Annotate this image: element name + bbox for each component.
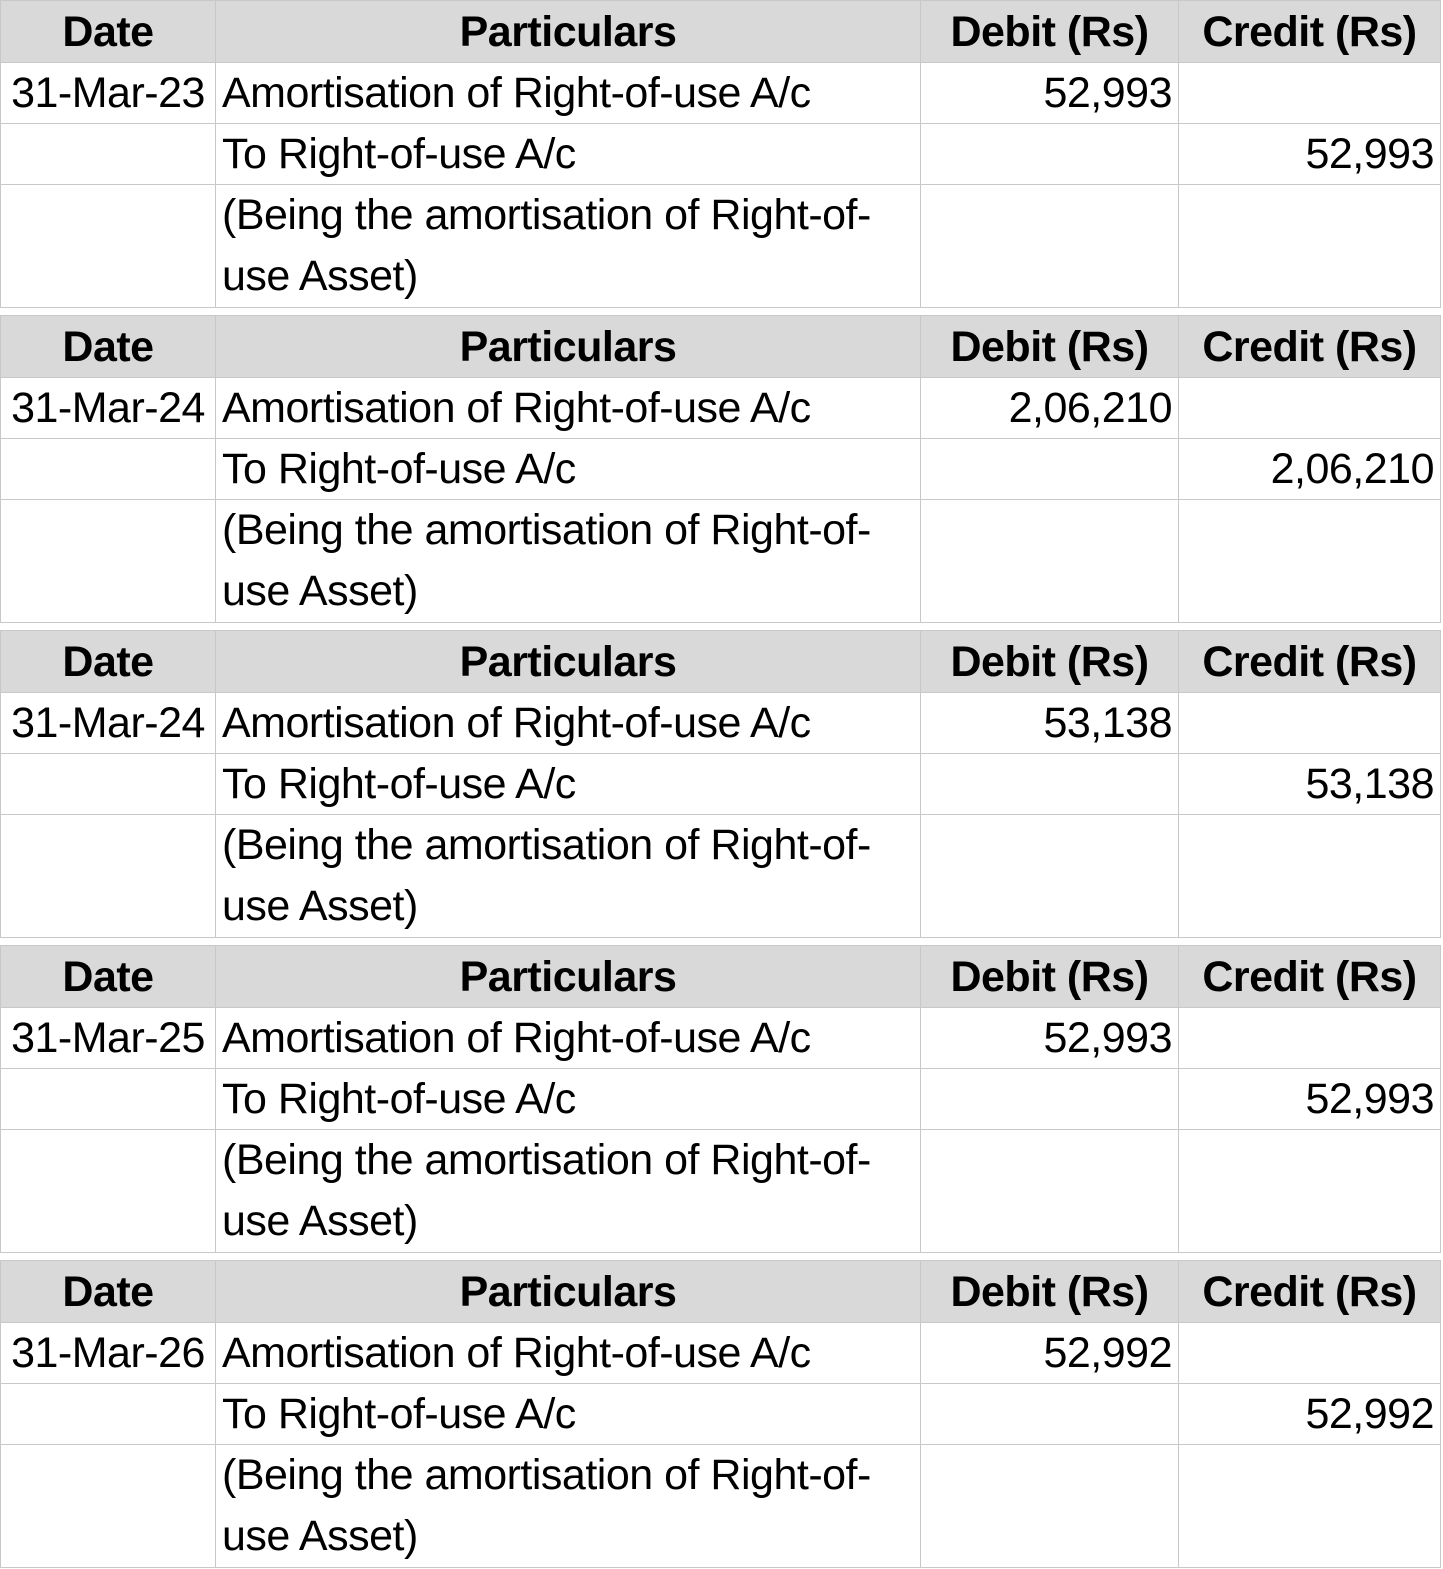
debit-account: Amortisation of Right-of-use A/c [216,63,921,124]
credit-row [1,754,1441,815]
header-row [1,316,1441,378]
credit-row [1,1069,1441,1130]
debit-row [1,378,1441,439]
empty-cell [1,1069,216,1130]
entry-date: 31-Mar-24 [1,693,216,754]
empty-cell [921,1069,1179,1130]
narration: (Being the amortisation of Right-of-use Asset) [216,500,921,623]
credit-row [1,1384,1441,1445]
narration-row [1,500,1441,623]
narration: (Being the amortisation of Right-of-use Asset) [216,815,921,938]
empty-cell [1,1384,216,1445]
empty-cell [1,754,216,815]
credit-amount: 52,993 [1179,1069,1441,1130]
empty-cell [1179,63,1441,124]
header-particulars: Particulars [216,946,921,1008]
entry-date: 31-Mar-25 [1,1008,216,1069]
narration-row [1,1130,1441,1253]
debit-amount: 53,138 [921,693,1179,754]
narration: (Being the amortisation of Right-of-use Asset) [216,1130,921,1253]
empty-cell [1,124,216,185]
header-row [1,1261,1441,1323]
narration: (Being the amortisation of Right-of-use Asset) [216,1445,921,1568]
header-debit: Debit (Rs) [921,316,1179,378]
empty-cell [1,815,216,938]
empty-cell [1179,815,1441,938]
empty-cell [921,754,1179,815]
credit-account: To Right-of-use A/c [216,439,921,500]
journal-entry-3 [0,630,1441,938]
narration: (Being the amortisation of Right-of-use Asset) [216,185,921,308]
credit-amount: 2,06,210 [1179,439,1441,500]
empty-cell [1179,1130,1441,1253]
header-date: Date [1,631,216,693]
credit-account: To Right-of-use A/c [216,124,921,185]
empty-cell [921,439,1179,500]
credit-amount: 52,993 [1179,124,1441,185]
empty-cell [1179,1008,1441,1069]
narration-row [1,185,1441,308]
empty-cell [921,1130,1179,1253]
empty-cell [1179,185,1441,308]
debit-account: Amortisation of Right-of-use A/c [216,1008,921,1069]
debit-row [1,1008,1441,1069]
empty-cell [921,185,1179,308]
entry-date: 31-Mar-23 [1,63,216,124]
empty-cell [1179,1445,1441,1568]
header-debit: Debit (Rs) [921,631,1179,693]
empty-cell [1179,1323,1441,1384]
debit-amount: 2,06,210 [921,378,1179,439]
entry-date: 31-Mar-24 [1,378,216,439]
header-row [1,631,1441,693]
debit-row [1,63,1441,124]
header-row [1,1,1441,63]
debit-amount: 52,993 [921,63,1179,124]
empty-cell [1,185,216,308]
empty-cell [1179,378,1441,439]
journal-entry-2 [0,315,1441,623]
header-credit: Credit (Rs) [1179,631,1441,693]
header-credit: Credit (Rs) [1179,1261,1441,1323]
header-credit: Credit (Rs) [1179,316,1441,378]
credit-account: To Right-of-use A/c [216,1384,921,1445]
narration-row [1,815,1441,938]
credit-row [1,124,1441,185]
header-date: Date [1,1,216,63]
debit-account: Amortisation of Right-of-use A/c [216,693,921,754]
credit-account: To Right-of-use A/c [216,1069,921,1130]
header-debit: Debit (Rs) [921,1261,1179,1323]
header-debit: Debit (Rs) [921,1,1179,63]
credit-row [1,439,1441,500]
empty-cell [1,500,216,623]
debit-account: Amortisation of Right-of-use A/c [216,378,921,439]
empty-cell [1,439,216,500]
header-debit: Debit (Rs) [921,946,1179,1008]
empty-cell [921,124,1179,185]
header-date: Date [1,946,216,1008]
credit-amount: 52,992 [1179,1384,1441,1445]
narration-row [1,1445,1441,1568]
debit-row [1,1323,1441,1384]
empty-cell [921,1384,1179,1445]
header-particulars: Particulars [216,1,921,63]
journal-entry-5 [0,1260,1441,1568]
journal-entry-1 [0,0,1441,308]
empty-cell [1,1445,216,1568]
empty-cell [921,815,1179,938]
header-date: Date [1,316,216,378]
empty-cell [1179,500,1441,623]
header-credit: Credit (Rs) [1179,1,1441,63]
credit-account: To Right-of-use A/c [216,754,921,815]
journal-entry-4 [0,945,1441,1253]
header-date: Date [1,1261,216,1323]
debit-amount: 52,993 [921,1008,1179,1069]
empty-cell [1179,693,1441,754]
debit-row [1,693,1441,754]
header-particulars: Particulars [216,316,921,378]
header-row [1,946,1441,1008]
header-credit: Credit (Rs) [1179,946,1441,1008]
debit-account: Amortisation of Right-of-use A/c [216,1323,921,1384]
empty-cell [1,1130,216,1253]
debit-amount: 52,992 [921,1323,1179,1384]
empty-cell [921,500,1179,623]
header-particulars: Particulars [216,631,921,693]
header-particulars: Particulars [216,1261,921,1323]
empty-cell [921,1445,1179,1568]
entry-date: 31-Mar-26 [1,1323,216,1384]
credit-amount: 53,138 [1179,754,1441,815]
